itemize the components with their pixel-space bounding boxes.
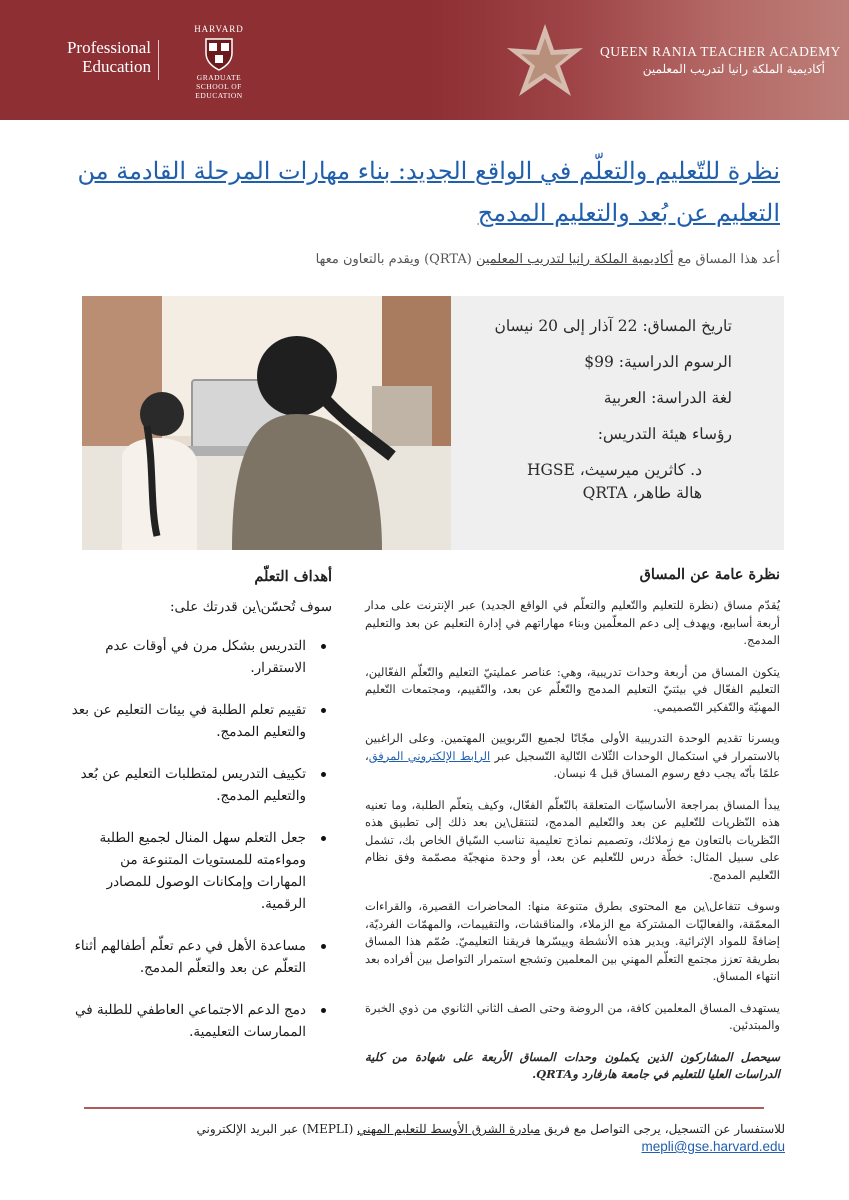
bullet-icon [321, 708, 326, 713]
faculty-member: د. كاثرين ميرسيث، HGSE [527, 461, 702, 479]
goal-item [70, 827, 332, 915]
goal-item [70, 999, 332, 1043]
mother-daughter-laptop-photo [82, 296, 451, 550]
course-details [467, 316, 732, 506]
harvard-gse-logo [180, 24, 258, 100]
bullet-icon [321, 836, 326, 841]
goal-item [70, 699, 332, 743]
overview-paragraph: يتكون المساق من أربعة وحدات تدريبية، وهي: عناصر عمليتيّ التعليم والتّعلّم الفعّالين، التعليم الفعّال في بيئتيّ التعليم المدمج والتّعلّم عن بعد، والتّقييم، ومجتمعات التّعليم المهنيّة والتّفكير التّصميمي. [365, 664, 780, 714]
overview-paragraph: يبدأ المساق بمراجعة الأساسيّات المتعلقة بالتّعلّم الفعّال، وكيف يتعلّم الطلبة، وما تعنيه هذه النّظريات للتّعليم عن بعد والتّعليم المدمج، لتنتقل\ين بعد ذلك إلى تطبيق هذه النّظريات بالتعاون مع زملائك، وتصميم نماذج تعليمية تناسب السّياق الخاص بك، تشمل على سبيل المثال: خطّة درس للتّعليم عن بعد، أو وحدة منهجيّة مصمّمة وفق نظام التّعليم المدمج. [365, 797, 780, 882]
bullet-icon [321, 944, 326, 949]
registration-note: ، علمًا بأنّه يجب دفع رسوم المساق قبل 4 نيسان. [365, 748, 780, 780]
goal-text: تكييف التدريس لمتطلبات التعليم عن بُعد والتعليم المدمج. [80, 766, 306, 804]
faculty-heading: رؤساء هيئة التدريس: [597, 425, 732, 443]
goals-heading: أهداف التعلّم [254, 568, 332, 585]
certificate-note: سيحصل المشاركون الذين يكملون وحدات المساق الأربعة على شهادة من كلية الدراسات العليا للتعليم في جامعة هارفارد وQRTA. [365, 1049, 780, 1081]
goal-text: دمج الدعم الاجتماعي العاطفي للطلبة في الممارسات التعليمية. [75, 1002, 306, 1040]
harvard-shield-icon [204, 37, 234, 71]
goals-intro: سوف تُحسّن\ين قدرتك على: [169, 599, 332, 615]
learning-goals [70, 568, 332, 1063]
graduate-school-name: GRADUATE SCHOOL OF EDUCATION [195, 73, 243, 100]
goal-item [70, 763, 332, 807]
goal-text: مساعدة الأهل في دعم تعلّم أطفالهم أثناء التعلّم عن بعد والتعلّم المدمج. [74, 938, 306, 976]
course-info-card [82, 296, 784, 550]
course-dates: تاريخ المساق: 22 آذار إلى 20 نيسان [494, 317, 732, 335]
registration-link[interactable]: الرابط الإلكتروني المرفق [368, 748, 491, 763]
course-fee: الرسوم الدراسية: 99$ [584, 353, 732, 371]
harvard-wordmark: HARVARD [194, 24, 244, 34]
logo-divider [158, 40, 159, 80]
overview-paragraph: يُقدّم مساق (نظرة للتعليم والتّعليم والتعلّم في الواقع الجديد) عبر الإنترنت على مدار أربعة أسابيع، ويهدف إلى دعم المعلّمين وبناء مهاراتهم في إدارة التعليم عن بعد والتعليم المدمج. [365, 598, 780, 647]
footer-divider [84, 1107, 764, 1109]
overview-paragraph [365, 730, 780, 783]
overview-paragraph: يستهدف المساق المعلمين كافة، من الروضة وحتى الصف الثاني الثانوي من ذوي الخبرة والمبتدئين. [365, 1000, 780, 1032]
overview-paragraph: وسوف تتفاعل\ين مع المحتوى بطرق متنوعة منها: المحاضرات القصيرة، والقراءات المعمّقة، والفعاليّات المشتركة مع الزملاء، والمناقشات، والتقييمات، والمهمّات الفرديّة، إضافةً للمواد الإثرائية. ويدير هذه الأنشطة وييسّرها فريقنا التعليميّ. صُمّم هذا المساق بطريقة تعزز مجتمع التعلّم المهني بين المعلمين وتشجع استمرار التواصل بين أفراده بعد انتهاء المساق. [365, 899, 780, 983]
course-subtitle [260, 252, 780, 267]
contact-footer [70, 1120, 785, 1156]
header-banner [0, 0, 849, 120]
faculty-member: هالة طاهر، QRTA [582, 484, 702, 502]
goal-text: التدريس بشكل مرن في أوقات عدم الاستقرار. [105, 638, 306, 676]
professional-education-logo: Professional Education [66, 38, 151, 76]
banner-photo [429, 0, 849, 120]
academy-name-en: QUEEN RANIA TEACHER ACADEMY [600, 44, 841, 59]
mepli-link[interactable]: مبادرة الشرق الأوسط للتعليم المهني [357, 1122, 541, 1136]
subtitle-suffix: (QRTA) ويقدم بالتعاون معها [315, 252, 472, 267]
course-overview [365, 566, 780, 1098]
goal-item [70, 935, 332, 979]
academy-name-ar: أكاديمية الملكة رانيا لتدريب المعلمين [642, 62, 825, 76]
bullet-icon [321, 772, 326, 777]
registration-text: ويسرنا تقديم الوحدة التدريبية الأولى مجّانًا لجميع التّربويين المهتمين. وعلى الراغبين بالاستمرار في استكمال الوحدات الثّلاث التّالية التّسجيل عبر [365, 731, 780, 763]
contact-prefix: للاستفسار عن التسجيل، يرجى التواصل مع فريق [544, 1122, 785, 1136]
qrta-star-icon [505, 22, 585, 102]
page-title[interactable]: نظرة للتّعليم والتعلّم في الواقع الجديد: بناء مهارات المرحلة القادمة من التعليم عن بُعد والتعليم المدمج [77, 157, 780, 227]
overview-heading: نظرة عامة عن المساق [639, 566, 780, 583]
goal-text: جعل التعلم سهل المنال لجميع الطلبة ومواءمته للمستويات المتنوعة من المهارات وإمكانات الوصول للمصادر الرقمية. [99, 830, 306, 912]
contact-suffix: (MEPLI) عبر البريد الإلكتروني [196, 1122, 354, 1136]
subtitle-prefix: أعد هذا المساق مع [677, 252, 780, 267]
bullet-icon [321, 1008, 326, 1013]
goal-text: تقييم تعلم الطلبة في بيئات التعليم عن بعد والتعليم المدمج. [71, 702, 306, 740]
course-language: لغة الدراسة: العربية [603, 389, 732, 407]
contact-email-link[interactable]: mepli@gse.harvard.edu [641, 1139, 785, 1154]
bullet-icon [321, 644, 326, 649]
goals-list [70, 635, 332, 1043]
qrta-link[interactable]: أكاديمية الملكة رانيا لتدريب المعلمين [475, 252, 674, 267]
goal-item [70, 635, 332, 679]
